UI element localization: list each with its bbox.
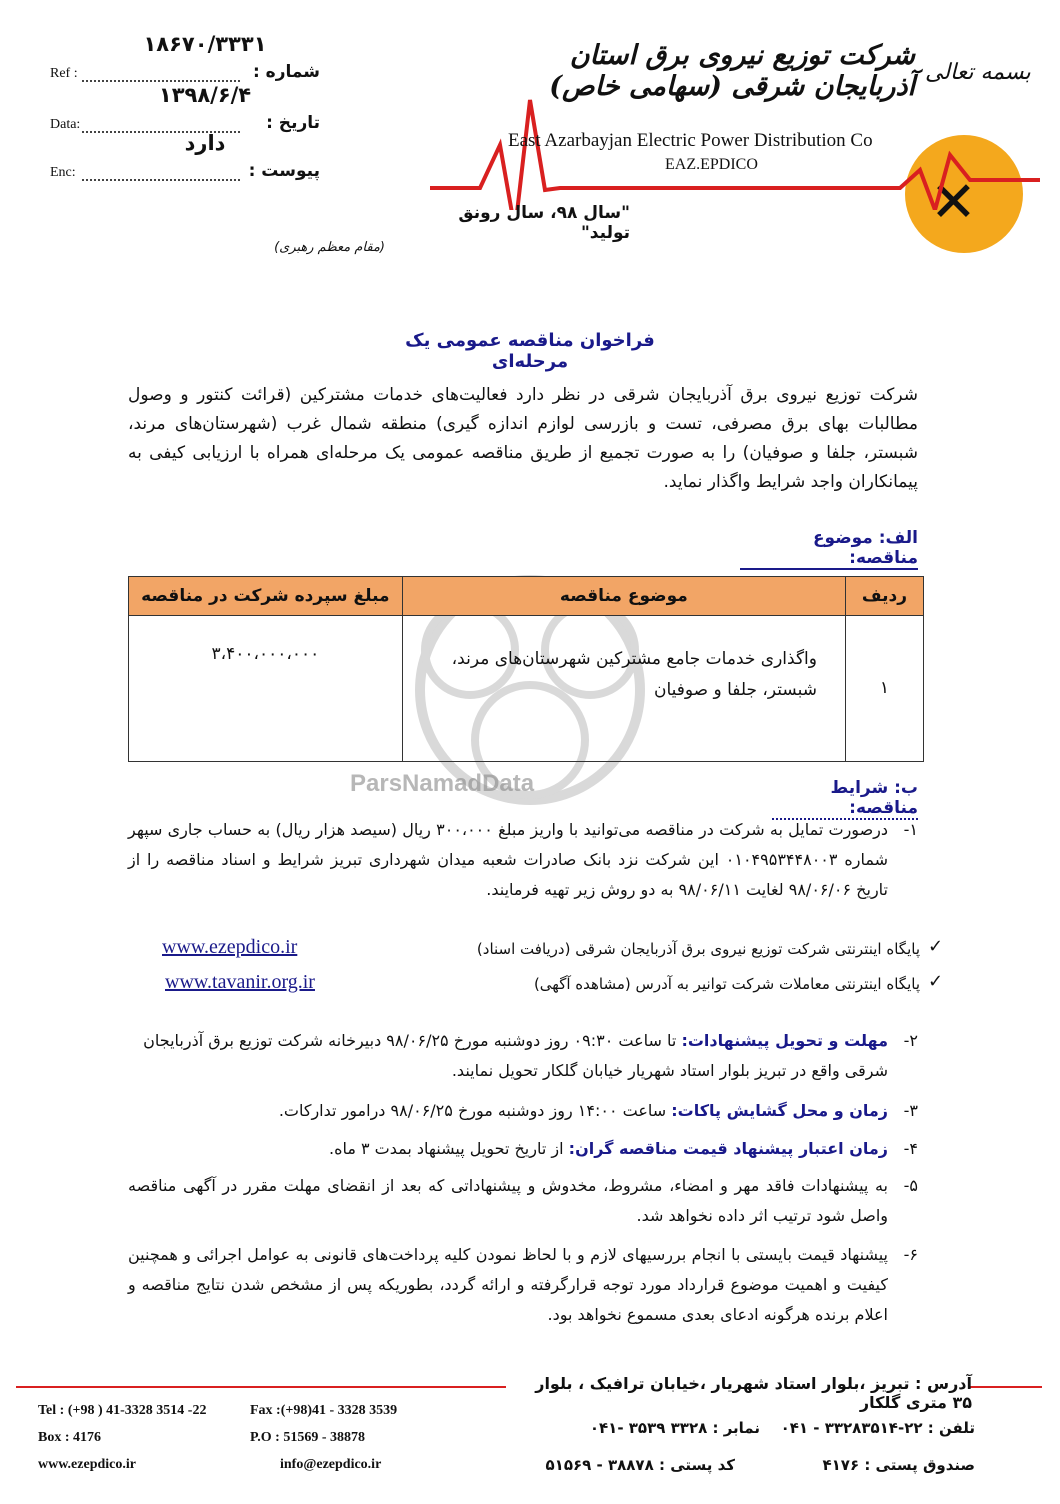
number-label-en: Ref : <box>50 66 78 81</box>
footer-rule-right <box>970 1386 1042 1388</box>
footer-tel-fa: تلفن : ۲۲-۳۳۲۸۳۵۱۴ - ۰۴۱ <box>780 1419 975 1437</box>
slogan-source: (مقام معظم رهبری) <box>274 240 385 255</box>
condition-4-title: زمان اعتبار پیشنهاد قیمت مناقصه گران: <box>568 1139 888 1158</box>
table-row <box>129 616 924 762</box>
watermark-text: ParsNamadData <box>350 770 535 797</box>
document-title: فراخوان مناقصه عمومی یک مرحله‌ای <box>405 330 655 372</box>
header-subject: موضوع مناقصه <box>402 577 845 616</box>
footer-rule-left <box>16 1386 506 1388</box>
checkmark-icon: ✓ <box>928 971 944 992</box>
company-name-en: East Azarbayjan Electric Power Distribution Co <box>508 130 873 151</box>
row-amount: ۳،۴۰۰،۰۰۰،۰۰۰ <box>129 616 403 762</box>
website-1-label: پایگاه اینترنتی شرکت توزیع نیروی برق آذربایجان شرقی (دریافت اسناد) <box>476 940 920 958</box>
condition-5-text: به پیشنهادات فاقد مهر و امضاء، مشروط، مخدوش و پیشنهاداتی که بعد از انقضای مهلت مقرر در آگهی مناقصه واصل شود ترتیب اثر داده نخواهد شد. <box>128 1176 888 1225</box>
condition-1-text: درصورت تمایل به شرکت در مناقصه می‌توانید با واریز مبلغ ۳۰۰،۰۰۰ ریال (سیصد هزار ریال) به حساب جاری سپهر شماره ۰۱۰۴۹۵۳۴۴۸۰۰۳ این شرکت نزد بانک صادرات شعبه میدان شهرداری تبریز شرایط و اسناد مناقصه را از تاریخ ۹۸/۰۶/۰۶ لغایت ۹۸/۰۶/۱۱ به دو روش زیر تهیه فرمایند. <box>128 820 889 899</box>
condition-6-number: ۶- <box>903 1245 918 1264</box>
condition-4-number: ۴- <box>903 1139 918 1158</box>
attachment-row <box>50 131 320 191</box>
slogan: "سال ۹۸، سال رونق تولید" <box>458 203 630 243</box>
date-value: ۱۳۹۸/۶/۴ <box>158 83 252 107</box>
website-2-label: پایگاه اینترنتی معاملات شرکت توانیر به آدرس (مشاهده آگهی) <box>533 975 920 993</box>
attachment-value: دارد <box>184 131 226 155</box>
condition-5-number: ۵- <box>903 1176 918 1195</box>
company-abbr: EAZ.EPDICO <box>665 156 758 173</box>
company-name-fa: شرکت توزیع نیروی برق استان آذربایجان شرقی (سهامی خاص) <box>549 40 915 102</box>
condition-3-number: ۳- <box>903 1101 918 1120</box>
website-2-link[interactable]: www.tavanir.org.ir <box>165 971 315 993</box>
bismillah: بسمه تعالی <box>925 60 1031 85</box>
attachment-dotted-line <box>82 179 240 181</box>
condition-2-text: تا ساعت ۰۹:۳۰ روز دوشنبه مورخ ۹۸/۰۶/۲۵ دبیرخانه شرکت توزیع برق آذربایجان شرقی واقع در تبریز بلوار استاد شهریار خیابان گلکار تحویل نمایند. <box>143 1031 888 1080</box>
header-row-number: ردیف <box>845 577 923 616</box>
condition-4 <box>128 1134 888 1164</box>
condition-2 <box>128 1026 888 1086</box>
condition-3-text: ساعت ۱۴:۰۰ روز دوشنبه مورخ ۹۸/۰۶/۲۵ درامور تدارکات. <box>278 1101 667 1120</box>
condition-6-text: پیشنهاد قیمت بایستی با انجام بررسیهای لازم و با لحاظ نمودن کلیه پرداخت‌های قانونی به عوامل اجرائی و همچنین کیفیت و اهمیت موضوع قرارداد مورد توجه قرارگرفته و ارائه گردد، بطوریکه پس از مشخص شدن نتایج مناقصه و اعلام برنده هرگونه ادعای بعدی مسموع نخواهد بود. <box>128 1245 888 1324</box>
checkmark-icon: ✓ <box>928 936 944 957</box>
logo-mark-icon: ✕ <box>930 170 977 235</box>
header-deposit: مبلغ سپرده شرکت در مناقصه <box>129 577 403 616</box>
number-value: ۱۸۶۷۰/۳۳۳۱ <box>143 32 267 56</box>
condition-4-text: از تاریخ تحویل پیشنهاد بمدت ۳ ماه. <box>329 1139 564 1158</box>
tender-table <box>128 576 924 762</box>
footer-box-fa: صندوق پستی : ۴۱۷۶ <box>822 1456 975 1474</box>
attachment-label-en: Enc: <box>50 165 76 180</box>
row-subject: واگذاری خدمات جامع مشترکین شهرستان‌های مرند، شبستر، جلفا و صوفیان <box>402 616 845 762</box>
footer-tel-en: Tel : (+98 ) 41-3328 3514 -22 <box>38 1403 207 1418</box>
footer-address: آدرس : تبریز ،بلوار استاد شهریار ،خیابان ترافیک ، بلوار ۳۵ متری گلکار <box>535 1374 972 1412</box>
condition-3 <box>128 1096 888 1126</box>
date-label-en: Data: <box>50 117 81 132</box>
number-dotted-line <box>82 80 240 82</box>
date-label: تاریخ : <box>266 113 320 133</box>
row-number: ۱ <box>845 616 923 762</box>
footer-postal-fa: کد پستی : ۳۸۸۷۸ - ۵۱۵۶۹ <box>545 1456 735 1474</box>
attachment-label: پیوست : <box>248 161 320 181</box>
condition-1-number: ۱- <box>903 820 918 839</box>
footer-fax-en: Fax :(+98)41 - 3328 3539 <box>250 1403 398 1418</box>
number-label: شماره : <box>252 62 320 82</box>
website-1-link[interactable]: www.ezepdico.ir <box>162 936 298 958</box>
footer-box-en: Box : 4176 <box>38 1430 101 1445</box>
section-a-heading: الف: موضوع مناقصه: <box>740 528 918 570</box>
footer-email-en[interactable]: info@ezepdico.ir <box>280 1457 382 1472</box>
footer-fax-fa: نمابر : ۳۳۲۸ ۳۵۳۹ -۰۴۱ <box>589 1419 760 1437</box>
section-b-heading: ب: شرایط مناقصه: <box>772 778 918 820</box>
footer-web-en[interactable]: www.ezepdico.ir <box>38 1457 136 1472</box>
condition-2-title: مهلت و تحویل پیشنهادات: <box>681 1031 888 1050</box>
intro-paragraph: شرکت توزیع نیروی برق آذربایجان شرقی در نظر دارد فعالیت‌های خدمات مشترکین (قرائت کنتور و وصول مطالبات بهای برق مصرفی، تست و بازرسی لوازم اندازه گیری) منطقه شمال غرب (شهرستان‌های مرند، شبستر، جلفا و صوفیان) را به صورت تجمیع از طریق مناقصه عمومی یک مرحله‌ای همراه با ارزیابی کیفی به پیمانکاران واجد شرایط واگذار نماید. <box>128 385 918 492</box>
condition-2-number: ۲- <box>903 1031 918 1050</box>
condition-3-title: زمان و محل گشایش پاکات: <box>671 1101 888 1120</box>
footer-po-en: P.O : 51569 - 38878 <box>250 1430 365 1445</box>
table-header-row <box>129 577 924 616</box>
